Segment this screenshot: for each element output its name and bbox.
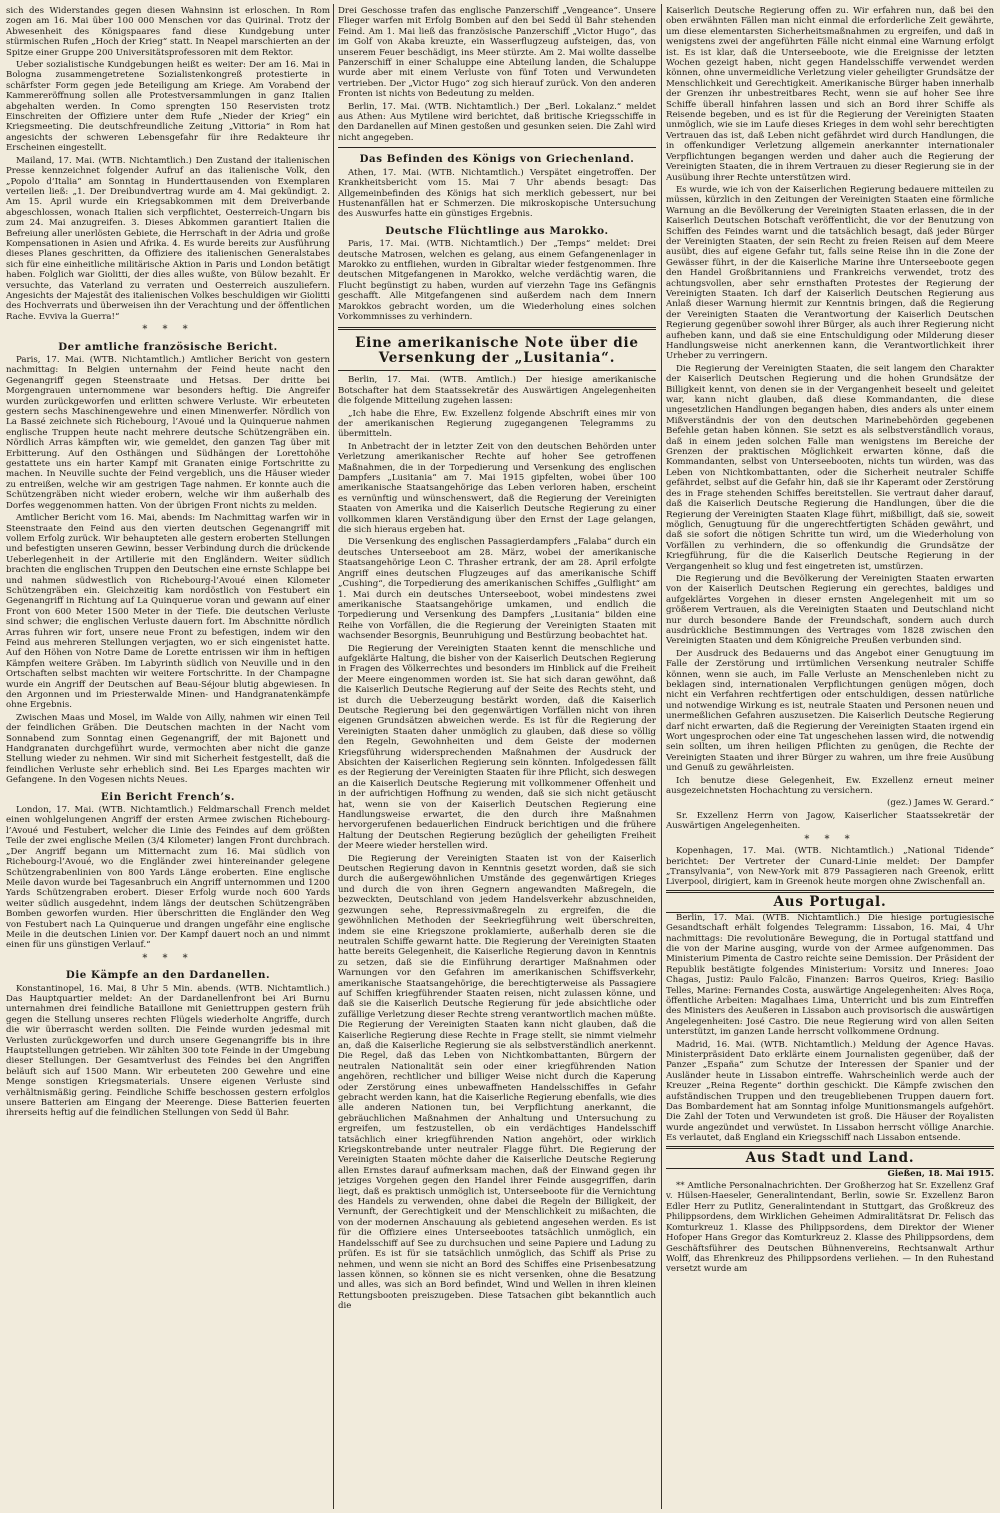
article-heading: Das Befinden des Königs von Griechenland. — [359, 153, 635, 166]
paragraph: ** Amtliche Personalnachrichten. Der Großherzog hat Sr. Exzellenz Graf v. Hülsen-Haeseler, Generalintendant, Berlin, sowie Sr. Exzellenz Baron Edler Herr zu Putlitz, Generalintendant in Stuttgart, das Großkreuz des Philippsordens, dem Wirklichen Geheimen Admiralitätsrat Dr. Felisch das Komturkreuz 1. Klasse des Philippsordens, dem Direktor der Wiener Hofoper Hans Gregor das Komturkreuz 2. Klasse des Philippsordens, dem Geschäftsführer des Deutschen Bühnenvereins, Rechtsanwalt Arthur Wolff, das Ehrenkreuz des Philippsordens verliehen. — In den Ruhestand versetzt wurde am — [666, 1181, 994, 1275]
section-divider-stars: * * * — [804, 833, 856, 845]
paragraph: Konstantinopel, 16. Mai, 8 Uhr 5 Min. abends. (WTB. Nichtamtlich.) Das Hauptquartier meldet: An der Dardanellenfront bei Ari Burnu unternahmen drei feindliche Bataillone mit Geniettruppen gestern früh gegen die Stellung unseres rechten Flügels wiederholte Angriffe, durch die wir überrascht werden sollten. Die Feinde wurden jedesmal mit Verlusten zurückgeworfen und durch unsere Gegenangriffe bis in ihre Hauptstellungen getrieben. Wir zählten 300 tote Feinde in der Umgebung dieser Stellungen. Der Gesamtverlust des Feindes bei den Angriffen beläuft sich auf 1500 Mann. Wir erbeuteten 200 Gewehre und eine Menge sonstigen Kriegsmaterials. Unsere eigenen Verluste sind verhältnismäßig gering. Feindliche Schiffe beschossen gestern erfolglos unsere Batterien am Eingang der Meerenge. Diese Batterien feuerten ihrerseits heftig auf die feindlichen Stellungen von Sedd ül Bahr. — [6, 983, 330, 1119]
section-rule — [338, 147, 656, 148]
section-rule — [338, 327, 656, 330]
paragraph: In Anbetracht der in letzter Zeit von den deutschen Behörden unter Verletzung amerikanischer Rechte auf hoher See getroffenen Maßnahmen, die in der Torpedierung und Versenkung des englischen Dampfers „Lusitania“ am 7. Mai 1915 gipfelten, wobei über 100 amerikanische Staatsangehörige das Leben verloren haben, erscheint es vernünftig und wünschenswert, daß die Regierung der Vereinigten Staaten von Amerika und die Kaiserlich Deutsche Regierung zu einer vollkommen klaren Verständigung über den Ernst der Lage gelangen, die sich hieraus ergeben hat. — [338, 441, 656, 536]
paragraph: Die Regierung der Vereinigten Staaten ist von der Kaiserlich Deutschen Regierung davon in Kenntnis gesetzt worden, daß sie sich durch die außergewöhnlichen Umstände des gegenwärtigen Krieges und durch die von ihren Gegnern angewandten Maßregeln, die bezweckten, Deutschland von jedem Handelsverkehr abzuschneiden, gezwungen sehe, Repressivmaßregeln zu ergreifen, die die gewöhnlichen Methoden der Seekriegführung weit überschreiten, indem sie eine Kriegszone proklamierte, außerhalb deren sie die neutralen Schiffe gewarnt hatte. Die Regierung der Vereinigten Staaten hatte bereits Gelegenheit, die Kaiserliche Regierung davon in Kenntnis zu setzen, daß sie die Einführung derartiger Maßnahmen oder Warnungen vor den Gefahren im amerikanischen Schiffsverkehr, amerikanische Staatsangehörige, die berechtigterweise als Passagiere auf Schiffen kriegführender Staaten reisen, nicht zulassen könne, und daß sie die Kaiserlich Deutsche Regierung für jede absichtliche oder zufällige Verletzung dieser Rechte streng verantwortlich machen müßte. Die Regierung der Vereinigten Staaten kann nicht glauben, daß die Kaiserliche Regierung diese Rechte in Frage stellt, sie nimmt vielmehr an, daß die Kaiserliche Regierung sie als selbstverständlich anerkennt. Die Regel, daß das Leben von Nichtkombattanten, Bürgern der neutralen Nationalität sein oder einer kriegführenden Nation angehören, rechtlicher und billiger Weise nicht durch die Kaperung oder Zerstörung eines unbewaffneten Handelsschiffes in Gefahr gebracht werden kann, hat die Kaiserliche Regierung ebenfalls, wie dies alle anderen Nationen tun, bei Verpflichtung anerkannt, die gebräuchlichen Maßnahmen der Anhaltung und Untersuchung zu ergreifen, um festzustellen, ob ein verdächtiges Handelsschiff tatsächlich einer kriegführenden Nation angehört, oder wirklich Kriegskontrebande unter neutraler Flagge führt. Die Regierung der Vereinigten Staaten möchte daher die Kaiserliche Deutsche Regierung allen Ernstes darauf aufmerksam machen, daß der Einwand gegen ihr jetziges Vorgehen gegen den Handel ihrer Feinde ausgegriffen, darin liegt, daß es praktisch unmöglich ist, Unterseeboote für die Vernichtung des Handels zu verwenden, ohne dabei die Regeln der Billigkeit, der Vernunft, der Gerechtigkeit und der Menschlichkeit zu mißachten, die von der modernen Anschauung als gebietend angesehen werden. Es ist für die Offiziere eines Unterseebootes tatsächlich unmöglich, ein Handelsschiff auf See zu durchsuchen und seine Papiere und Ladung zu prüfen. Es ist für sie tatsächlich unmöglich, das Schiff als Prise zu nehmen, und wenn sie nicht an Bord des Schiffes eine Prisenbesatzung lassen können, so können sie es nicht versenken, ohne die Besatzung und alles, was sich an Bord befindet, Wind und Wellen in ihren kleinen Rettungsbooten preiszugeben. Diese Tatsachen gibt bekanntlich auch die — [338, 853, 656, 1312]
paragraph: Berlin, 17. Mai. (WTB. Amtlich.) Der hiesige amerikanische Botschafter hat dem Staatssekretär des Auswärtigen Angelegenheiten die folgende Mitteilung zugehen lassen: — [338, 375, 656, 407]
paragraph: Ueber sozialistische Kundgebungen heißt es weiter: Der am 16. Mai in Bologna zusammengetretene Sozialistenkongreß protestierte in schärfster Form gegen jede Beteiligung am Kriege. Am Vorabend der Kammereröffnung sollen alle Protestversammlungen in ganz Italien abgehalten werden. In Como sprengten 150 Reservisten trotz Einschreiten der Offiziere unter dem Rufe „Nieder der Krieg“ ein Kriegsmeeting. Die deutschfreundliche Zeitung „Vittoria“ in Rom hat angesichts der schweren Lebensgefahr für ihre Redakteure ihr Erscheinen eingestellt. — [6, 60, 330, 154]
dateline: Gießen, 18. Mai 1915. — [887, 1168, 994, 1179]
paragraph: Paris, 17. Mai. (WTB. Nichtamtlich.) Amtlicher Bericht von gestern nachmittag: In Belgien unternahm der Feind heute nacht den Gegenangriff gegen Steenstraate und Hetsas. Der dritte bei Morgengrauen unternommene war besonders heftig. Die Angreifer wurden zurückgeworfen und erlitten schwere Verluste. Wir erbeuteten gestern sechs Maschinengewehre und einen Minenwerfer. Nördlich von La Bassé zeichnete sich Richebourg, l’Avoué und la Quinquerue nahmen englische Truppen heute nacht mehrere deutsche Schützengräben ein. Nördlich Arras kämpften wir, wie gemeldet, den ganzen Tag über mit Erbitterung. Auf den Osthängen und Südhängen der Lorettohöhe gestattete uns ein harter Kampf mit Granaten einige Fortschritte zu machen. In Neuville suchte der Feind vergeblich, uns die Häuser wieder zu entreißen, welche wir am gestrigen Tage nahmen. Er konnte auch die Schützengräben nicht wieder erobern, welche wir ihm außerhalb des Dorfes weggenommen hatten. Von der übrigen Front nichts zu melden. — [6, 355, 330, 511]
paragraph: „Ich habe die Ehre, Ew. Exzellenz folgende Abschrift eines mir von der amerikanischen Regierung zugegangenen Telegramms zu übermitteln. — [338, 408, 656, 440]
paragraph: Amtlicher Bericht vom 16. Mai, abends: Im Nachmittag warfen wir in Steenstraate den Feind aus den vierten deutschen Gegenangriff mit vollem Erfolg zurück. Wir behaupteten alle gestern eroberten Stellungen und befestigten unseren Gewinn, besser Verbindung durch die drückende Ueberlegenheit in der Artillerie mit den Engländern. Weiter südlich brachten die englischen Truppen den Deutschen eine ernste Schlappe bei und nahmen südwestlich von Richebourg-l’Avoué einen Kilometer Schützengräben ein. Gleichzeitig kam nordöstlich von Festubert ein Gegenangriff in Richtung auf La Quinquerue voran und gewann auf einer Front von 600 Meter 1500 Meter in der Tiefe. Die deutschen Verluste sind schwer; die englischen Verluste dauern fort. Im Abschnitte nördlich Arras fuhren wir fort, unsere neue Front zu befestigen, indem wir den Feind aus mehreren Stellungen verjagten, wo er sich eingenistet hatte. Auf den Höhen von Notre Dame de Lorette entrissen wir ihm in heftigen Kämpfen weitere Gräben. Im Labyrinth südlich von Neuville und in den Ortschaften selbst machten wir weitere Fortschritte. In der Champagne wurde ein Angriff der Deutschen auf Beau-Séjour blutig abgewiesen. In den Argonnen und im Priesterwalde Minen- und Handgranatenkämpfe ohne Ergebnis. — [6, 513, 330, 711]
column-middle — [338, 6, 656, 1506]
section-heading: Aus Portugal. — [773, 893, 887, 910]
paragraph: Sr. Exzellenz Herrn von Jagow, Kaiserlicher Staatssekretär der Auswärtigen Angelegenheiten. — [666, 810, 994, 832]
paragraph: London, 17. Mai. (WTB. Nichtamtlich.) Feldmarschall French meldet einen wohlgelungenen Angriff der ersten Armee zwischen Richebourg-l’Avoué und Festubert, welcher die Linie des Feindes auf dem größten Teile der zwei englische Meilen (3/4 Kilometer) langen Front durchbrach. „Der Angriff begann um Mitternacht zum 16. Mai südlich von Richebourg-l’Avoué, wo die Engländer zwei hintereinander gelegene Schützengrabenlinien von 800 Yards Länge eroberten. Eine englische Meile davon wurde bei Tagesanbruch ein Angriff unternommen und 1200 Yards Schützengraben erobert. Dieser Erfolg wurde noch 600 Yards weiter südlich ausgedehnt, indem längs der deutschen Schützengräben Bomben geworfen wurden. Hier überschritten die Engländer den Weg von Festubert nach La Quinquerue und drangen ungefähr eine englische Meile in die deutschen Linien vor. Der Kampf dauert noch an und nimmt einen für uns günstigen Verlauf.“ — [6, 805, 330, 951]
section-header-box — [666, 890, 994, 913]
paragraph: Athen, 17. Mai. (WTB. Nichtamtlich.) Verspätet eingetroffen. Der Krankheitsbericht vom 15. Mai 7 Uhr abends besagt: Das Allgemeinbefinden des Königs hat sich merklich gebessert, nur bei Hustenanfällen hat er Schmerzen. Die mikroskopische Untersuchung des Auswurfes hatte ein günstiges Ergebnis. — [338, 167, 656, 220]
paragraph: Paris, 17. Mai. (WTB. Nichtamtlich.) Der „Temps“ meldet: Drei deutsche Matrosen, welchen es gelang, aus einem Gefangenenlager in Marokko zu entfliehen, wurden in Gibraltar wieder festgenommen. Ihre deutschen Mitgefangenen in Marokko, welche verdächtig waren, die Flucht begünstigt zu haben, wurden auf vierzehn Tage ins Gefängnis geschafft. Alle Mitgefangenen sind außerdem nach dem Innern Marokkos gebracht worden, um die Wiederholung eines solchen Vorkommnisses zu verhindern. — [338, 239, 656, 322]
paragraph: Berlin, 17. Mai. (WTB. Nichtamtlich.) Die hiesige portugiesische Gesandtschaft erhält folgendes Telegramm: Lissabon, 16. Mai, 4 Uhr nachmittags: Die revolutionäre Bewegung, die in Portugal stattfand und die von der Marine ausging, wurde von der Armee aufgenommen. Das Ministerium Pimenta de Castro reichte seine Demission. Der Präsident der Republik bestätigte folgendes Ministerium: Vorsitz und Inneres: Joao Chagas, Justiz: Paulo Falcão, Finanzen: Barros Queiros, Krieg: Basilio Telles, Marine: Fernandes Costa, auswärtige Angelegenheiten: Alves Roça, öffentliche Arbeiten: Magalhaes Lima, Unterricht und bis zum Eintreffen des Ministers des Aeußeren in Lissabon auch provisorisch die auswärtigen Angelegenheiten: José Castro. Die neue Regierung wird von allen Seiten unterstützt, im ganzen Lande herrscht vollkommene Ordnung. — [666, 912, 994, 1038]
section-rule — [338, 370, 656, 371]
article-heading: Deutsche Flüchtlinge aus Marokko. — [385, 224, 609, 237]
article-heading: Ein Bericht French’s. — [100, 790, 236, 803]
paragraph: Zwischen Maas und Mosel, im Walde von Ailly, nahmen wir einen Teil der feindlichen Gräben. Die Deutschen machten in der Nacht vom Sonnabend zum Sonntag einen Gegenangriff, der mit Bajonett und Handgranaten durchgeführt wurde, vermochten aber nicht die ganze Stellung wieder zu nehmen. Wir sind mit Sicherheit festgestellt, daß die feindlichen Verluste sehr erheblich sind. Bei Les Eparges machten wir Gefangene. In den Vogesen nichts Neues. — [6, 712, 330, 786]
paragraph: Ich benutze diese Gelegenheit, Ew. Exzellenz erneut meiner ausgezeichnetsten Hochachtung zu versichern. — [666, 775, 994, 797]
column-left — [6, 6, 330, 1506]
section-heading: Aus Stadt und Land. — [745, 1149, 915, 1166]
paragraph: Mailand, 17. Mai. (WTB. Nichtamtlich.) Den Zustand der italienischen Presse kennzeichnet folgender Aufruf an das italienische Volk, den „Popolo d’Italia“ am Sonntag in Hunderttausenden von Exemplaren verteilen ließ: „1. Der Dreibundvertrag wurde am 4. Mai gekündigt. 2. Am 15. April wurde ein Kriegsabkommen mit dem Dreiverbande abgeschlossen, wonach Italien sich verpflichtet, Oesterreich-Ungarn bis zum 24. Mai anzugreifen. 3. Dieses Abkommen garantiert Italien die Befreiung aller unerlösten Gebiete, die Herrschaft in der Adria und große Kompensationen in Asien und Afrika. 4. Es wurde bereits zur Ausführung dieses Planes geschritten, da Offiziere des italienischen Generalstabes sich für eine einheitliche militärische Aktion in Paris und London betätigt haben. Folglich war Giolitti, der dies alles wußte, von Bülow bezahlt. Er versuchte, das Vaterland zu verraten und Oesterreich auszuliefern. Angesichts der Majestät des italienischen Volkes beschuldigen wir Giolitti des Hochverrats und überweisen ihn der Verachtung und der öffentlichen Rache. Evviva la Guerra!“ — [6, 155, 330, 322]
section-divider-stars: * * * — [142, 324, 194, 336]
paragraph: Der Ausdruck des Bedauerns und das Angebot einer Genugtuung im Falle der Zerstörung und irrtümlichen Versenkung neutraler Schiffe können, wenn sie auch, im Falle Verluste an Menschenleben nicht zu beklagen sind, internationalen Verpflichtungen genügen mögen, doch nicht ein Verfahren rechtfertigen oder entschuldigen, dessen natürliche und notwendige Wirkung es ist, neutrale Staaten und Personen neuen und unermeßlichen Gefahren auszusetzen. Die Kaiserlich Deutsche Regierung darf nicht erwarten, daß die Regierung der Vereinigten Staaten irgend ein Wort ungesprochen oder eine Tat ungeschehen lassen wird, die notwendig sein sollten, um ihren heiligen Pflichten zu genügen, die Rechte der Vereinigten Staaten und ihrer Bürger zu wahren, um ihre freie Ausübung und Genuß zu gewährleisten. — [666, 648, 994, 774]
paragraph: Die Regierung der Vereinigten Staaten, die seit langem den Charakter der Kaiserlich Deutschen Regierung und die hohen Grundsätze der Billigkeit kennt, von denen sie in der Vergangenheit beseelt und geleitet war, kann nicht glauben, daß diese Kommandanten, die diese ungesetzlichen Handlungen begangen haben, dies anders als unter einem Mißverständnis der von den deutschen Marinebehörden gegebenen Befehle getan haben können. Sie setzt es als selbstverständlich voraus, daß in einem jeden solchen Falle man wenigstens im Bereiche der Grenzen der praktischen Möglichkeit erwarten könne, daß die Kommandanten, selbst von Unterseebooten, nichts tun würden, was das Leben von Nichtkombattanten, oder die Sicherheit neutraler Schiffe gefährdet, selbst auf die Gefahr hin, daß sie ihr Kaperamt oder Zerstörung des in Frage stehenden Schiffes bereitstellen. Sie vertraut daher darauf, daß die Kaiserlich Deutsche Regierung die Handlungen, über die die Regierung der Vereinigten Staaten Klage führt, mißbilligt, daß sie, soweit möglich, Genugtuung für die ungerechtfertigten Schäden gewährt, und daß sie sofort die nötigen Schritte tun wird, um die Wiederholung von Vorfällen zu verhindern, die so offenkundig die Grundsätze der Kriegführung, für die die Kaiserlich Deutsche Regierung in der Vergangenheit so klug und fest eingetreten ist, umstürzen. — [666, 363, 994, 572]
paragraph: Drei Geschosse trafen das englische Panzerschiff „Vengeance“. Unsere Flieger warfen mit Erfolg Bomben auf den bei Sedd ül Bahr stehenden Feind. Am 1. Mai ließ das französische Panzerschiff „Victor Hugo“, das im Golf von Akaba kreuzte, ein Wasserflugzeug aufsteigen, das, von unserem Feuer beschädigt, ins Meer stürzte. Am 2. Mai wollte dasselbe Panzerschiff in einer Schaluppe eine Abteilung landen, die Schaluppe wurde aber mit einem Verluste von fünf Toten und Verwundeten vertrieben. Der „Victor Hugo“ zog sich hierauf zurück. Von den anderen Fronten ist nichts von Bedeutung zu melden. — [338, 6, 656, 100]
paragraph: sich des Widerstandes gegen diesen Wahnsinn ist erloschen. In Rom zogen am 16. Mai über 100 000 Menschen vor das Quirinal. Trotz der Abwesenheit des Königspaares fand diese Kundgebung unter stürmischen Rufen „Hoch der Krieg“ statt. In Neapel marschierten an der Spitze einer Gruppe 200 Universitätsprofessoren mit dem Rektor. — [6, 6, 330, 58]
paragraph: Die Versenkung des englischen Passagierdampfers „Falaba“ durch ein deutsches Unterseeboot am 28. März, wobei der amerikanische Staatsangehörige Leon C. Thrasher ertrank, der am 28. April erfolgte Angriff eines deutschen Flugzeuges auf das amerikanische Schiff „Cushing“, die Torpedierung des amerikanischen Schiffes „Gulflight“ am 1. Mai durch ein deutsches Unterseeboot, wobei mindestens zwei amerikanische Staatsangehörige umkamen, und endlich die Torpedierung und Versenkung des Dampfers „Lusitania“ bilden eine Reihe von Vorfällen, die die Regierung der Vereinigten Staaten mit wachsender Besorgnis, Beunruhigung und Bestürzung beobachtet hat. — [338, 537, 656, 642]
paragraph: Die Regierung der Vereinigten Staaten kennt die menschliche und aufgeklärte Haltung, die bisher von der Kaiserlich Deutschen Regierung in Fragen des Völkerrechtes und besonders im Hinblick auf die Freiheit der Meere eingenommen worden ist. Sie hat sich daran gewöhnt, daß die Kaiserlich Deutsche Regierung auf der Seite des Rechts steht, und ist durch die Ueberzeugung bestärkt worden, daß die Kaiserlich Deutsche Regierung bei den gegenwärtigen Vorfällen nicht von ihren eigenen Grundsätzen abweichen werde. Es ist für die Regierung der Vereinigten Staaten daher unmöglich zu glauben, daß diese so völlig den Regeln, Gewohnheiten und dem Geiste der modernen Kriegsführung widersprechenden Maßnahmen der Ausdruck der Absichten der Kaiserlichen Regierung sein könnten. Infolgedessen fällt es der Regierung der Vereinigten Staaten für ihre Pflicht, sich deswegen an die Kaiserlich Deutsche Regierung mit vollkommener Offenheit und in der aufrichtigen Hoffnung zu wenden, daß sie sich nicht getäuscht hat, wenn sie von der Kaiserlich Deutschen Regierung eine Handlungsweise erwartet, die den durch ihre Maßnahmen hervorgerufenen bedauerlichen Eindruck berichtigen und die frühere Haltung der Deutschen Regierung bezüglich der geheiligten Freiheit der Meere wieder herstellen wird. — [338, 643, 656, 852]
signature: (gez.) James W. Gerard.“ — [887, 798, 994, 809]
column-rule — [661, 4, 662, 1509]
paragraph: Kaiserlich Deutsche Regierung offen zu. Wir erfahren nun, daß bei den oben erwähnten Fällen man nicht einmal die erforderliche Zeit gewährte, um diese elementarsten Sicherheitsmaßnahmen zu ergreifen, und daß in wenigstens zwei der angeführten Fälle nicht einmal eine Warnung erfolgt ist. Es ist klar, daß die Unterseeboote, wie die Ereignisse der letzten Wochen gezeigt haben, nicht gegen Handelsschiffe verwendet werden können, ohne unvermeidliche Verletzung vieler geheiligter Grundsätze der Menschlichkeit und Gerechtigkeit. Amerikanische Bürger haben innerhalb der Grenzen ihr unbestreitbares Recht, wenn sie auf hoher See ihre Schiffe überall hinfahren lassen und sich an Bord ihrer Schiffe als Reisende begeben, und es ist für die Regierung der Vereinigten Staaten unmöglich, wie sie im Laufe dieses Krieges in dem wohl sehr berechtigten Vertrauen das ist, daß Leben nicht gefährdet wird durch Handlungen, die in offenkundiger Verletzung allgemein anerkannter internationaler Verpflichtungen begangen werden und daher auch die Regierung der Vereinigten Staaten, die in ihrem Vertrauen zu dieser Regierung sie in der Ausübung ihrer Rechte unterstützen wird. — [666, 6, 994, 183]
article-heading: Der amtliche französische Bericht. — [58, 340, 278, 353]
paragraph: Berlin, 17. Mai. (WTB. Nichtamtlich.) Der „Berl. Lokalanz.“ meldet aus Athen: Aus Mytilene wird berichtet, daß britische Kriegsschiffe in den Dardanellen auf Minen gestoßen und gesunken seien. Die Zahl wird nicht angegeben. — [338, 101, 656, 143]
article-headline: Eine amerikanische Note über die Versenkung der „Lusitania“. — [355, 335, 639, 367]
paragraph: Madrid, 16. Mai. (WTB. Nichtamtlich.) Meldung der Agence Havas. Ministerpräsident Dato erklärte einem Journalisten gegenüber, daß der Panzer „España“ zum Schutze der Interessen der Spanier und der Ausländer heute in Lissabon eintreffe. Wahrscheinlich werde auch der Kreuzer „Reina Regente“ dorthin geschickt. Die Kämpfe zwischen den aufständischen Truppen und den treugebliebenen Truppen dauern fort. Das Bombardement hat am Sonntag infolge Munitionsmangels aufgehört. Die Zahl der Toten und Verwundeten ist groß. Die Häuser der Royalisten wurde angezündet und verwüstet. In Lissabon herrscht völlige Anarchie. Es verlautet, daß England ein Kriegsschiff nach Lissabon entsende. — [666, 1039, 994, 1144]
paragraph: Kopenhagen, 17. Mai. (WTB. Nichtamtlich.) „National Tidende“ berichtet: Der Vertreter der Cunard-Linie meldet: Der Dampfer „Transylvania“, von New-York mit 879 Passagieren nach Greenok, erlitt Liverpool, dirigiert, kam in Greenok heute morgen ohne Zwischenfall an. — [666, 846, 994, 888]
article-heading: Die Kämpfe an den Dardanellen. — [65, 969, 271, 982]
column-right — [666, 6, 994, 1506]
paragraph: Die Regierung und die Bevölkerung der Vereinigten Staaten erwarten von der Kaiserlich Deutschen Regierung ein gerechtes, baldiges und aufgeklärtes Vorgehen in dieser ernsten Angelegenheit mit um so größerem Vertrauen, als die Vereinigten Staaten und Deutschland nicht nur durch besondere Bande der Freundschaft, sondern auch durch ausdrückliche Bestimmungen des Vertrages vom 1828 zwischen den Vereinigten Staaten und dem Königreiche Preußen verbunden sind. — [666, 573, 994, 647]
section-divider-stars: * * * — [142, 952, 194, 964]
section-header-box — [666, 1146, 994, 1169]
column-rule — [333, 4, 334, 1509]
paragraph: Es wurde, wie ich von der Kaiserlichen Regierung bedauere mitteilen zu müssen, kürzlich in den Zeitungen der Vereinigten Staaten eine förmliche Warnung an die Bevölkerung der Vereinigten Staaten erlassen, die in der Kaiserlich Deutschen Botschaft veröffentlicht, die vor der Benutzung von Schiffen des Feindes warnt und die tatsächlich besagt, daß jeder Bürger der Vereinigten Staaten, der sein Recht zu freien Reisen auf dem Meere ausübt, dies auf eigene Gefahr tut, falls seine Reise ihn in die Zone der Gewässer führt, in der die Kaiserliche Marine ihre Unterseeboote gegen den Handel Großbritanniens und Frankreichs verwendet, trotz des achtungsvollen, aber sehr ernsthaften Protestes der Regierung der Vereinigten Staaten. Ich darf der Kaiserlich Deutschen Regierung aus Anlaß dieser Warnung hiermit zur Kenntnis bringen, daß die Regierung der Vereinigten Staaten die Verantwortung der Kaiserlich Deutschen Regierung gegenüber sowohl ihrer Bürger, als auch ihrer Regierung nicht aufheben kann, und daß sie eine Entschuldigung oder Milderung dieser Handlungsweise nicht anerkennen kann, die Verantwortlichkeit ihrer Urheber zu verringern. — [666, 184, 994, 362]
